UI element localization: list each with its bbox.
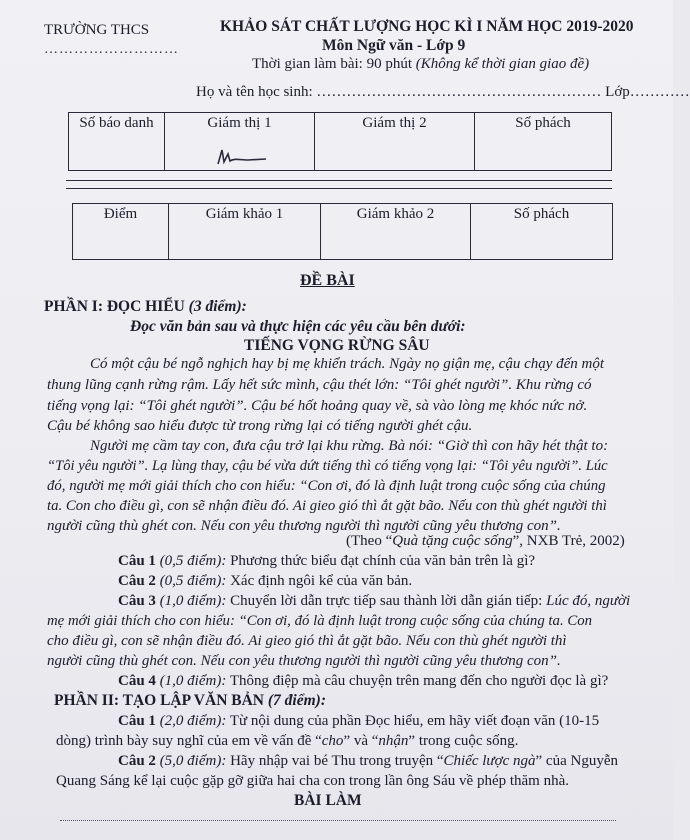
cell-giam-thi-1: Giám thị 1: [165, 113, 315, 171]
question-1: Câu 1 (0,5 điểm): Phương thức biểu đạt chính của văn bản trên là gì?: [118, 553, 536, 569]
cell-giam-thi-2: Giám thị 2: [315, 113, 475, 171]
story-title: TIẾNG VỌNG RỪNG SÂU: [244, 337, 430, 354]
story-line: đó, người mẹ mới giải thích cho con hiểu: “Con ơi, đó là định luật trong cuộc sống của chúng: [47, 478, 606, 494]
question-3-quote: người cũng thù ghét con. Nếu con yêu thương người thì người cũng yêu thương con”.: [47, 653, 561, 669]
writing-question-1-cont: dòng) trình bày suy nghĩ của em về vấn đề “cho” và “nhận” trong cuộc sống.: [56, 733, 519, 749]
cell-giam-khao-2: Giám khảo 2: [321, 204, 471, 260]
story-line: tiếng vọng lại: “Tôi ghét người”. Cậu bé hốt hoảng quay về, sà vào lòng mẹ khóc nức nở.: [47, 398, 588, 414]
signature-mark: [214, 146, 274, 168]
question-4: Câu 4 (1,0 điểm): Thông điệp mà câu chuyện trên mang đến cho người đọc là gì?: [118, 673, 609, 689]
answer-heading: BÀI LÀM: [294, 792, 362, 809]
question-2: Câu 2 (0,5 điểm): Xác định ngôi kể của văn bản.: [118, 573, 413, 589]
school-name: TRƯỜNG THCS: [44, 22, 150, 38]
grader-table: [72, 203, 613, 260]
cell-diem: Điểm: [73, 204, 169, 260]
class-label: Lớp: [601, 84, 630, 100]
student-dots: …………………………………………………: [316, 84, 602, 100]
exam-heading: ĐỀ BÀI: [300, 272, 355, 289]
reading-instruction: Đọc văn bản sau và thực hiện các yêu cầu bên dưới:: [130, 318, 466, 335]
divider-line-2: [66, 188, 612, 189]
cell-so-phach-1: Số phách: [475, 113, 612, 171]
part2-title: PHẦN II: TẠO LẬP VĂN BẢN (7 điểm):: [54, 692, 326, 709]
time-main: Thời gian làm bài: 90 phút: [252, 56, 416, 72]
proctor-table: [68, 112, 612, 171]
question-3-quote: cho điều gì, con sẽ nhận điều đó. Ai gieo gió thì ắt gặt bão. Nếu con thù ghét người thì: [47, 633, 567, 649]
story-source: (Theo “Quà tặng cuộc sống”, NXB Trẻ, 2002): [346, 533, 625, 549]
story-line: thung lũng cạnh rừng rậm. Lấy hết sức mình, cậu thét lớn: “Tôi ghét người”. Khu rừng có: [47, 377, 592, 393]
exam-time: [252, 56, 589, 73]
question-3-quote: mẹ mới giải thích cho con hiểu: “Con ơi, đó là định luật trong cuộc sống của chúng ta. Con: [47, 613, 593, 629]
story-line: Người mẹ cầm tay con, đưa cậu trở lại khu rừng. Bà nói: “Giờ thì con hãy hét thật to:: [90, 438, 609, 454]
story-line: Có một cậu bé ngỗ nghịch hay bị mẹ khiển trách. Ngày nọ giận mẹ, cậu chạy đến một: [90, 356, 605, 372]
story-line: Cậu bé không sao hiểu được từ trong rừng lại có tiếng người ghét cậu.: [47, 418, 473, 434]
cell-so-phach-2: Số phách: [471, 204, 613, 260]
student-name-line: [196, 84, 690, 101]
story-line: “Tôi yêu người”. Lạ lùng thay, cậu bé vừa dứt tiếng thì có tiếng vọng lại: “Tôi yêu người”. Lúc: [47, 458, 608, 474]
exam-subject: Môn Ngữ văn - Lớp 9: [322, 37, 466, 54]
writing-question-2-cont: Quang Sáng kể lại cuộc gặp gỡ giữa hai cha con trong lần ông Sáu về phép thăm nhà.: [56, 773, 570, 789]
student-label: Họ và tên học sinh:: [196, 84, 317, 100]
cell-giam-khao-1: Giám khảo 1: [169, 204, 321, 260]
school-dots: ………………………: [44, 42, 179, 57]
story-line: người cũng thù ghét con. Nếu con yêu thương người thì người cũng yêu thương con”.: [47, 518, 561, 534]
time-note: (Không kể thời gian giao đề): [415, 56, 590, 72]
writing-question-2: Câu 2 (5,0 điểm): Hãy nhập vai bé Thu trong truyện “Chiếc lược ngà” của Nguyễn: [118, 753, 618, 769]
writing-question-1: Câu 1 (2,0 điểm): Từ nội dung của phần Đọc hiểu, em hãy viết đoạn văn (10-15: [118, 713, 600, 729]
story-line: ta. Con cho điều gì, con sẽ nhận điều đó. Ai gieo gió thì ắt gặt bão. Nếu con thù ghét người thì: [47, 498, 607, 514]
cell-sbd: Số báo danh: [69, 113, 165, 171]
divider-line-1: [66, 180, 612, 181]
part1-title: PHẦN I: ĐỌC HIỂU (3 điểm):: [44, 298, 247, 315]
question-3: Câu 3 (1,0 điểm): Chuyển lời dẫn trực tiếp sau thành lời dẫn gián tiếp: Lúc đó, người: [118, 593, 631, 609]
exam-title: KHẢO SÁT CHẤT LƯỢNG HỌC KÌ I NĂM HỌC 2019-2020: [220, 18, 634, 35]
answer-line: [60, 820, 616, 821]
class-dots: …………: [629, 84, 690, 100]
